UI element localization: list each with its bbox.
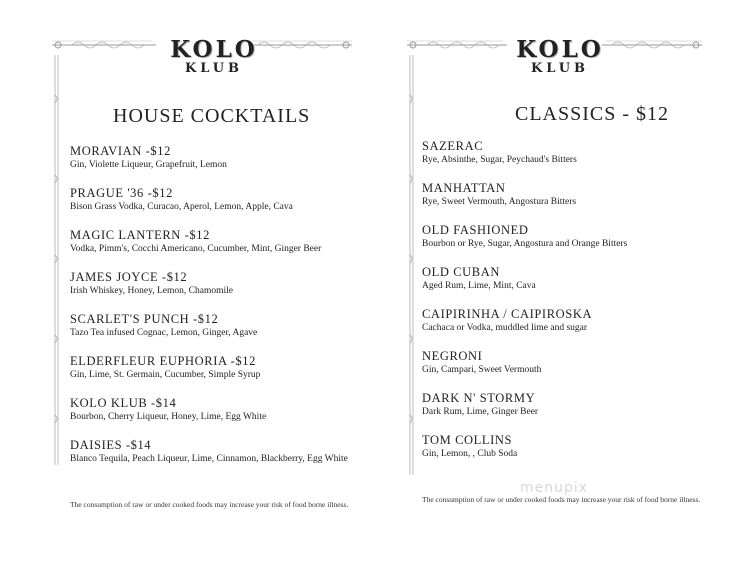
menu-item [70, 143, 348, 185]
item-name: JAMES JOYCE -$12 [70, 270, 188, 284]
item-description: Irish Whiskey, Honey, Lemon, Chamomile [70, 286, 233, 296]
ornamental-frame-side [52, 55, 62, 465]
item-description: Dark Rum, Lime, Ginger Beer [422, 407, 539, 417]
item-description: Aged Rum, Lime, Mint, Cava [422, 281, 536, 291]
section-title: HOUSE COCKTAILS [113, 105, 311, 127]
item-description: Gin, Campari, Sweet Vermouth [422, 365, 542, 375]
item-name: ELDERFLEUR EUPHORIA -$12 [70, 354, 256, 368]
item-description: Blanco Tequila, Peach Liqueur, Lime, Cinnamon, Blackberry, Egg White [70, 454, 348, 464]
section-title: CLASSICS - $12 [515, 103, 670, 125]
menu-item [422, 180, 627, 222]
classics-list [422, 138, 627, 474]
item-description: Gin, Lemon, , Club Soda [422, 449, 518, 459]
item-description: Bison Grass Vodka, Curacao, Aperol, Lemon, Apple, Cava [70, 202, 293, 212]
item-name: CAIPIRINHA / CAIPIROSKA [422, 307, 593, 321]
logo-wordmark: KOLO [170, 36, 258, 63]
item-description: Rye, Sweet Vermouth, Angostura Bitters [422, 197, 577, 207]
item-name: MAGIC LANTERN -$12 [70, 228, 210, 242]
house-cocktails-page [0, 0, 370, 580]
item-name: OLD CUBAN [422, 265, 500, 279]
item-name: PRAGUE '36 -$12 [70, 186, 173, 200]
cocktail-list [70, 143, 348, 479]
item-name: NEGRONI [422, 349, 483, 363]
logo-subtitle: KLUB [184, 61, 244, 76]
item-name: TOM COLLINS [422, 433, 513, 447]
item-name: MORAVIAN -$12 [70, 144, 171, 158]
menu-item [422, 348, 627, 390]
menu-item [70, 269, 348, 311]
menu-item [70, 185, 348, 227]
item-description: Bourbon or Rye, Sugar, Angostura and Orange Bitters [422, 239, 628, 249]
food-safety-disclaimer: The consumption of raw or under cooked foods may increase your risk of food borne illness. [422, 495, 701, 504]
kolo-klub-logo [508, 38, 612, 86]
item-description: Tazo Tea infused Cognac, Lemon, Ginger, Agave [70, 328, 258, 338]
item-name: KOLO KLUB -$14 [70, 396, 177, 410]
menu-item [422, 390, 627, 432]
menu-item [422, 306, 627, 348]
food-safety-disclaimer: The consumption of raw or under cooked foods may increase your risk of food borne illness. [70, 500, 349, 509]
item-name: SCARLET'S PUNCH -$12 [70, 312, 219, 326]
item-name: MANHATTAN [422, 181, 506, 195]
logo-wordmark: KOLO [516, 36, 604, 63]
item-description: Gin, Lime, St. Germain, Cucumber, Simple Syrup [70, 370, 261, 380]
logo-subtitle: KLUB [530, 61, 590, 76]
menupix-watermark: menupix [520, 480, 589, 496]
menu-item [422, 222, 627, 264]
menu-item [70, 353, 348, 395]
menu-item [70, 311, 348, 353]
menu-item [70, 227, 348, 269]
item-name: DARK N' STORMY [422, 391, 536, 405]
menu-item [422, 264, 627, 306]
item-description: Gin, Violette Liqueur, Grapefruit, Lemon [70, 160, 227, 170]
ornamental-frame-side [407, 55, 417, 475]
item-name: DAISIES -$14 [70, 438, 152, 452]
item-description: Rye, Absinthe, Sugar, Peychaud's Bitters [422, 155, 577, 165]
menu-item [422, 432, 627, 474]
kolo-klub-logo [162, 38, 266, 86]
item-description: Vodka, Pimm's, Cocchi Americano, Cucumber, Mint, Ginger Beer [70, 244, 322, 254]
item-description: Cachaca or Vodka, muddled lime and sugar [422, 323, 588, 333]
menu-item [422, 138, 627, 180]
item-description: Bourbon, Cherry Liqueur, Honey, Lime, Egg White [70, 412, 267, 422]
item-name: OLD FASHIONED [422, 223, 529, 237]
item-name: SAZERAC [422, 139, 484, 153]
menu-item [70, 437, 348, 479]
menu-item [70, 395, 348, 437]
